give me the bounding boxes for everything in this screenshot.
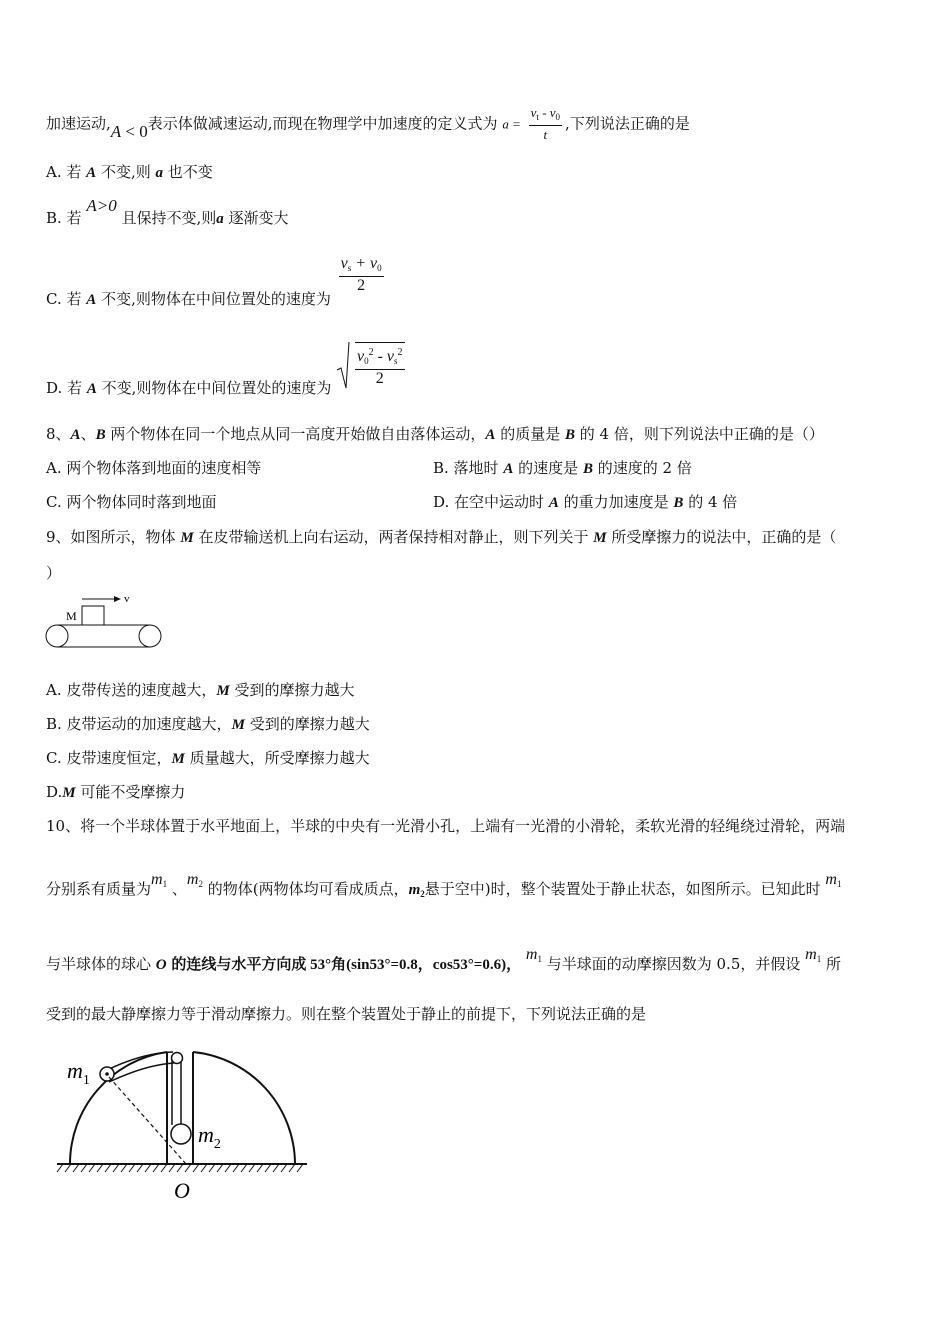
velocity-arrowhead bbox=[114, 596, 121, 602]
hemisphere-figure bbox=[55, 1045, 320, 1210]
q9-stem: 9、如图所示，物体 M 在皮带输送机上向右运动，两者保持相对静止，则下列关于 M 所受摩擦力的说法中，正确的是（ bbox=[46, 528, 837, 546]
q8-option-a: A. 两个物体落到地面的速度相等 bbox=[46, 459, 262, 477]
formula-lhs: a = bbox=[502, 116, 521, 132]
intro-text-1: 加速运动, bbox=[46, 114, 111, 133]
pulley bbox=[172, 1053, 183, 1064]
q7-option-a: A. 若 A 不变,则 a 也不变 bbox=[46, 163, 213, 181]
intro-text-2: 表示体做减速运动,而现在物理学中加速度的定义式为 bbox=[147, 114, 498, 133]
intro-line bbox=[46, 105, 690, 144]
q7-option-d: D. 若 A 不变,则物体在中间位置处的速度为 $\frac{v_0^2 - v_s^2}{2}$ bbox=[46, 340, 408, 390]
q9-option-b: B. 皮带运动的加速度越大，M 受到的摩擦力越大 bbox=[46, 715, 370, 733]
q7-option-b: B. 若 A>0 且保持不变,则a 逐渐变大 bbox=[46, 196, 289, 227]
intro-text-3: ,下列说法正确的是 bbox=[565, 114, 690, 133]
sqrt-expression bbox=[336, 340, 407, 390]
radius-dashed bbox=[109, 1077, 186, 1164]
mass-m2 bbox=[171, 1124, 191, 1144]
label-m1: $m_1$ bbox=[67, 1058, 90, 1088]
sqrt-sign bbox=[336, 340, 350, 390]
q8-option-b: B. 落地时 A 的速度是 B 的速度的 2 倍 bbox=[433, 459, 692, 477]
sqrt-fraction: $\frac{v_0^2 - v_s^2}{2}$ bbox=[355, 342, 405, 388]
accel-formula-fraction: $\frac{v_t - v_0}{t}$ bbox=[530, 105, 561, 142]
q7-option-c: C. 若 A 不变,则物体在中间位置处的速度为 $\frac{v_s + v_0}{2}$ bbox=[46, 255, 382, 308]
rope-lower bbox=[109, 1063, 174, 1082]
q9-option-d: D.M 可能不受摩擦力 bbox=[46, 783, 186, 801]
q9-stem-close: ） bbox=[46, 564, 62, 582]
block-label: M bbox=[66, 609, 77, 623]
hemisphere-right-arc bbox=[193, 1052, 295, 1164]
q8-option-d: D. 在空中运动时 A 的重力加速度是 B 的 4 倍 bbox=[433, 493, 738, 511]
q10-line-3: 与半球体的球心 O 的连线与水平方向成 53°角(sin53°=0.8，cos53°=0.6)， $m_1$ 与半球面的动摩擦因数为 0.5，并假设 $m_1$ 所 bbox=[46, 946, 841, 973]
block-m bbox=[82, 606, 104, 625]
label-center-o: O bbox=[174, 1178, 190, 1203]
conveyor-belt-figure bbox=[44, 590, 166, 652]
pulley-left bbox=[46, 625, 68, 647]
q8-option-c: C. 两个物体同时落到地面 bbox=[46, 493, 217, 511]
ground-hatch bbox=[57, 1164, 303, 1172]
midpoint-velocity-fraction: $\frac{v_s + v_0}{2}$ bbox=[340, 255, 382, 294]
cond-a-positive: A>0 bbox=[86, 196, 117, 215]
label-m2: $m_2$ bbox=[198, 1122, 221, 1152]
q10-line-1: 10、将一个半球体置于水平地面上，半球的中央有一光滑小孔，上端有一光滑的小滑轮，柔软光滑的轻绳绕过滑轮，两端 bbox=[46, 817, 846, 835]
pulley-right bbox=[139, 625, 161, 647]
q9-option-a: A. 皮带传送的速度越大，M 受到的摩擦力越大 bbox=[46, 681, 355, 699]
q8-stem: 8、A、B 两个物体在同一个地点从同一高度开始做自由落体运动，A 的质量是 B 的 4 倍，则下列说法中正确的是（） bbox=[46, 425, 824, 443]
intro-math-a: A < 0 bbox=[110, 121, 148, 141]
hemisphere-left-arc bbox=[70, 1052, 167, 1164]
mass-m1-center bbox=[105, 1072, 109, 1076]
q9-option-c: C. 皮带速度恒定，M 质量越大，所受摩擦力越大 bbox=[46, 749, 370, 767]
velocity-label: v bbox=[124, 593, 130, 605]
q10-line-2: 分别系有质量为$m_1$ 、$m_2$ 的物体(两物体均可看成质点，$m_2$悬于空中)时，整个装置处于静止状态，如图所示。已知此时 $m_1$ bbox=[46, 871, 842, 899]
q10-line-4: 受到的最大静摩擦力等于滑动摩擦力。则在整个装置处于静止的前提下，下列说法正确的是 bbox=[46, 1005, 647, 1023]
